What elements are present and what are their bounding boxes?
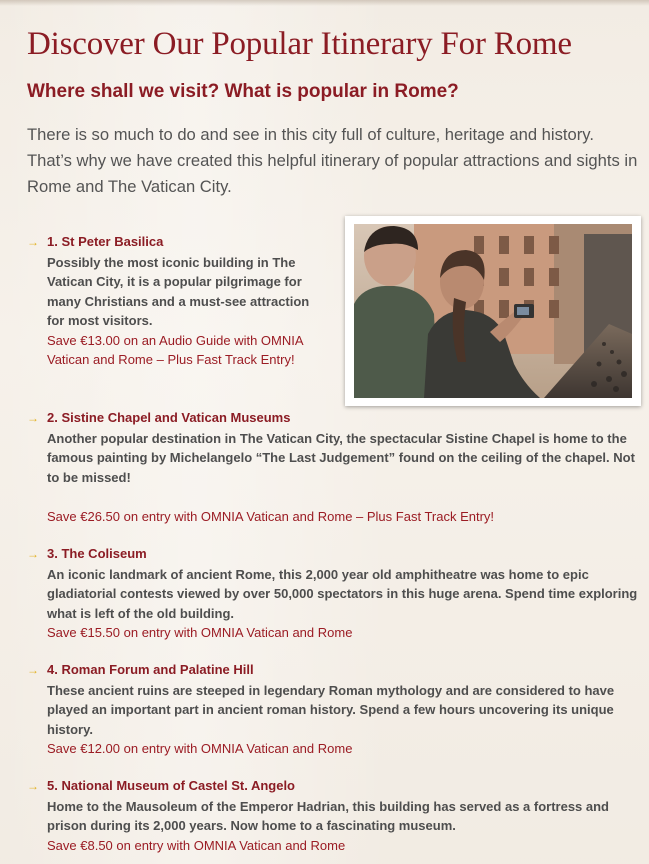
arrow-right-icon: → <box>27 547 39 561</box>
item-description <box>47 429 637 488</box>
arrow-right-icon: → <box>27 235 39 249</box>
item-description: Possibly the most iconic building in The Vatican City, it is a popular pilgrimage for many Christians and a must-see attraction for most visitors. <box>47 254 310 328</box>
item-title: 1. St Peter Basilica <box>47 234 164 249</box>
arrow-right-icon: → <box>27 779 39 793</box>
item-save-offer: Save €26.50 on entry with OMNIA Vatican and Rome – Plus Fast Track Entry! <box>47 508 495 524</box>
paper-edge <box>0 0 649 6</box>
item-title: 4. Roman Forum and Palatine Hill <box>47 662 254 677</box>
itinerary-item-1 <box>27 233 327 393</box>
item-save-offer: Save €12.00 on entry with OMNIA Vatican and Rome <box>47 741 353 756</box>
item-title: 3. The Coliseum <box>47 546 147 561</box>
arrow-right-icon: → <box>27 411 39 425</box>
item-save-offer: Save €15.50 on entry with OMNIA Vatican and Rome <box>47 625 353 640</box>
rome-photo <box>345 216 641 406</box>
itinerary-item-5 <box>27 777 642 862</box>
page-subtitle: Where shall we visit? What is popular in Rome? <box>27 81 459 102</box>
page-title: Discover Our Popular Itinerary For Rome <box>27 26 572 62</box>
itinerary-item-4 <box>27 661 642 761</box>
arrow-right-icon: → <box>27 663 39 677</box>
item-save-offer: Save €13.00 on an Audio Guide with OMNIA Vatican and Rome – Plus Fast Track Entry! <box>47 332 303 367</box>
couple-photographing-rome-street-image <box>354 224 632 398</box>
itinerary-item-2 <box>27 409 642 529</box>
item-description-text: Another popular destination in The Vatican City, the spectacular Sistine Chapel is home to the famous painting by Michelangelo “The Last Judgement” found on the ceiling of the chapel. Not to be missed! <box>47 430 635 485</box>
item-save-offer: Save €8.50 on entry with OMNIA Vatican and Rome <box>47 837 346 853</box>
item-title: 5. National Museum of Castel St. Angelo <box>47 778 295 793</box>
item-description: An iconic landmark of ancient Rome, this 2,000 year old amphitheatre was home to epic gladiatorial contests viewed by over 50,000 spectators in this huge arena. Spend time exploring what is left of the old building. <box>47 566 638 621</box>
item-description: These ancient ruins are steeped in legendary Roman mythology and are considered to have played an important part in ancient roman history. Spend a few hours uncovering its unique history. <box>47 682 615 737</box>
itinerary-item-3 <box>27 545 642 645</box>
item-title: 2. Sistine Chapel and Vatican Museums <box>47 410 291 425</box>
intro-paragraph: There is so much to do and see in this city full of culture, heritage and history. That’s why we have created this helpful itinerary of popular attractions and sights in Rome and The Vatican City. <box>27 125 638 196</box>
item-description: Home to the Mausoleum of the Emperor Hadrian, this building has served as a fortress and prison during its 2,000 years. Now home to a fascinating museum. <box>47 798 610 833</box>
